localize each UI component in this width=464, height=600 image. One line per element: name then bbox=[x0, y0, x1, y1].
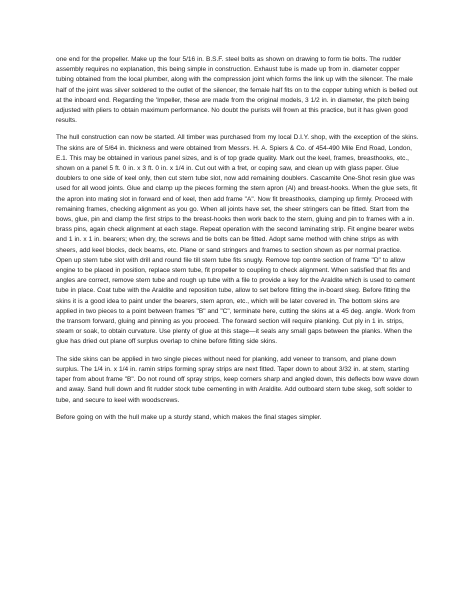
paragraph-propeller-rudder-exhaust: one end for the propeller. Make up the four 5/16 in. B.S.F. steel bolts as shown on drawing to form tie bolts. The rudder assembly requires no explanation, this being simple in construction. Exhaust tube is made up from in. diameter copper tubing obtained from the local plumber, along with the compression joint which forms the link up with the silencer. The male half of the joint was silver soldered to the outlet of the silencer, the female half fits on to the copper tubing which is belled out at the inboard end. Regarding the 'Impeller, these are made from the original models, 3 1/2 in. in diameter, the pitch being adjusted with pliers to obtain maximum performance. No doubt the purists will frown at this practice, but it has given good results. bbox=[56, 56, 418, 125]
paragraph-stand: Before going on with the hull make up a sturdy stand, which makes the final stages simpler. bbox=[56, 413, 322, 421]
paragraph-side-skins: The side skins can be applied in two single pieces without need for planking, add veneer to transom, and plane down surplus. The 1/4 in. x 1/4 in. ramin strips forming spray strips are next fitted. Taper down to about 3/32 in. at stem, starting taper from about frame "B". Do not round off spray strips, keep corners sharp and angled down, this deflects bow wave down and away. Sand hull down and fit rudder stock tube cementing in with Araldite. Add outboard stern tube skeg, soft solder to tube, and secure to keel with woodscrews. bbox=[56, 355, 419, 404]
paragraph-hull-construction: The hull construction can now be started. All timber was purchased from my local D.I.Y. shop, with the exception of the skins. The skins are of 5/64 in. thickness and were obtained from Messrs. H. A. Spiers & Co. of 454-490 Mile End Road, London, E.1. This may be obtained in various panel sizes, and is of top grade quality. Mark out the keel, frames, breasthooks, etc., shown on a panel 5 ft. 0 in. x 3 ft. 0 in. x 1/4 in. Cut out with a fret, or coping saw, and clean up with glass paper. Glue doublers to one side of keel only, then cut stern tube slot, now add remaining doublers. Cascamite One-Shot resin glue was used for all wood joints. Glue and clamp up the pieces forming the stern apron (Al) and breast-hooks. When the glue sets, fit the apron into mating slot in forward end of keel, then add frame "A". Now fit breasthooks, clamping up firmly. Proceed with remaining frames, checking alignment as you go. When all joints have set, the sheer stringers can be fitted. Start from the bows, glue, pin and clamp the first strips to the breast-hooks then work back to the stern, gluing and pin to frames with a in. brass pins, again check alignment at each stage. Repeat operation with the second laminating strip. Fit engine bearer webs and 1 in. x 1 in. bearers; when dry, the screws and tie bolts can be fitted. Adopt same method with chine strips as with sheers, add keel blocks, deck beams, etc. Plane or sand stringers and frames to section shown as per normal practice. Open up stern tube slot with drill and round file till stern tube fits snugly. Remove top centre section of frame "D" to allow engine to be placed in position, replace stern tube, fit propeller to coupling to check alignment. When satisfied that fits and angles are correct, remove stern tube and rough up tube with a file to provide a key for the Araldite which is used to cement tube in place. Coat tube with the Araldite and reposition tube, allow to set before fitting the in-board skeg. Before fitting the skins it is a good idea to paint under the bearers, stem apron, etc., which will be later covered in. The bottom skins are applied in two pieces to a point between frames "B" and "C", terminate here, cutting the skins at a 45 deg. angle. Work from the transom forward, gluing and pinning as you proceed. The forward section will require planking. Cut ply in 1 in. strips, steam or soak, to obtain curvature. Use plenty of glue at this stage—it seals any small gaps between the planks. When the glue has dried out plane off surplus overlap to chine before fitting side skins. bbox=[56, 134, 419, 346]
